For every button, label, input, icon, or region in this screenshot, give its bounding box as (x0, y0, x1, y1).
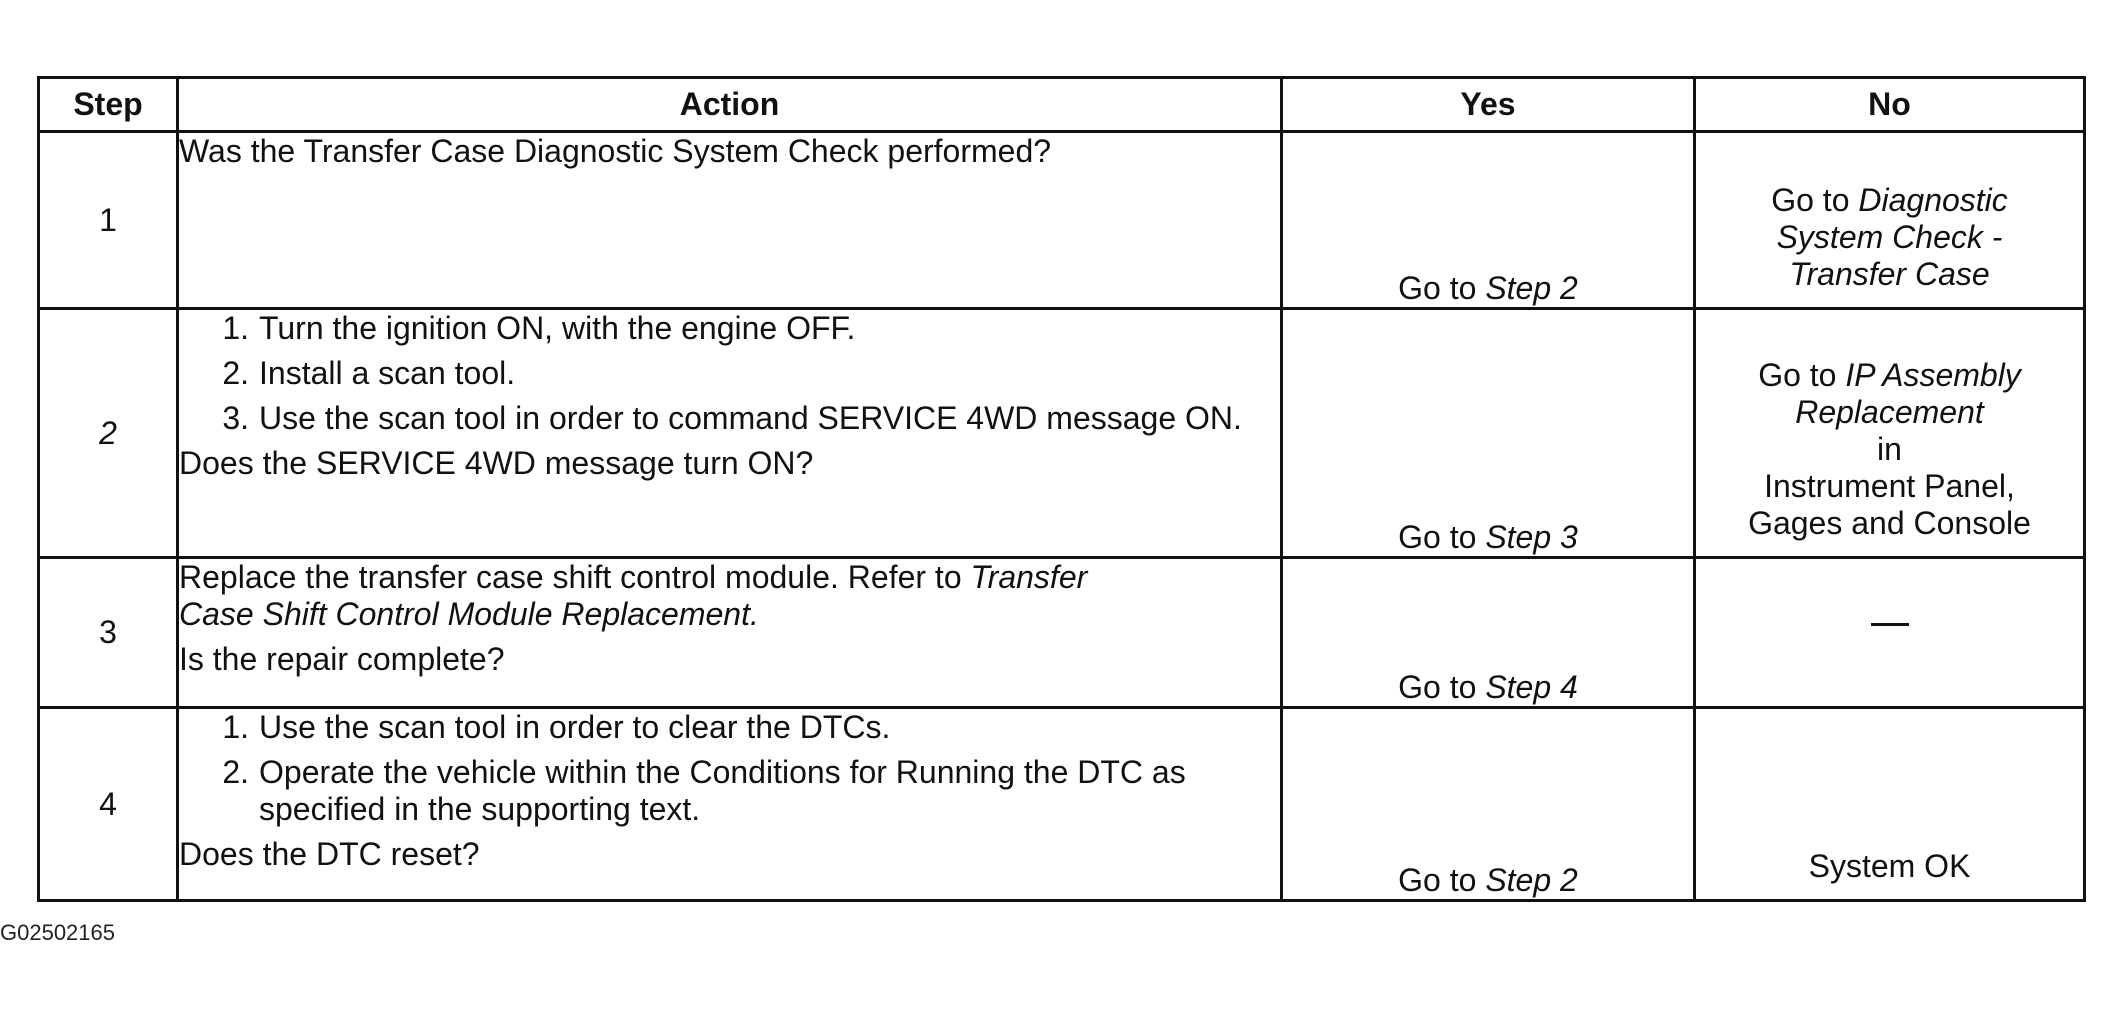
yes-cell (1282, 309, 1695, 558)
action-cell (178, 708, 1282, 901)
step-number: 2 (39, 309, 178, 558)
no-link-line[interactable]: System Check - (1776, 219, 2003, 255)
no-cell (1695, 132, 2085, 309)
action-steps-list (179, 310, 1280, 437)
no-cell (1695, 708, 2085, 901)
action-question: Does the DTC reset? (179, 836, 480, 872)
list-item-number: 1. (222, 310, 249, 346)
list-item (179, 400, 1280, 437)
list-item-text: Use the scan tool in order to clear the DTCs. (259, 709, 891, 745)
list-item-text: Use the scan tool in order to command SERVICE 4WD message ON. (259, 400, 1242, 436)
diagnostic-table (37, 76, 2086, 902)
no-link-line[interactable]: Transfer Case (1789, 256, 1990, 292)
step-number: 3 (39, 558, 178, 708)
table-row (39, 708, 2085, 901)
header-no: No (1695, 78, 2085, 132)
list-item (179, 754, 1280, 828)
action-reference-link[interactable]: Transfer (970, 559, 1088, 595)
action-question: Does the SERVICE 4WD message turn ON? (179, 445, 814, 481)
yes-step-link[interactable]: Step 2 (1485, 270, 1578, 306)
yes-step-link[interactable]: Step 2 (1485, 862, 1578, 898)
action-question: Was the Transfer Case Diagnostic System Check performed? (179, 133, 1052, 169)
yes-cell (1282, 558, 1695, 708)
no-cell (1695, 558, 2085, 708)
yes-cell (1282, 132, 1695, 309)
list-item-text: Install a scan tool. (259, 355, 516, 391)
no-prefix: Go to (1771, 182, 1859, 218)
no-prefix: Go to (1758, 357, 1846, 393)
list-item-text: Operate the vehicle within the Conditions for Running the DTC as specified in the supporting text. (259, 754, 1186, 827)
list-item (179, 709, 1280, 746)
no-link-line[interactable]: Replacement (1795, 394, 1984, 430)
yes-step-link[interactable]: Step 3 (1485, 519, 1578, 555)
step-number: 1 (39, 132, 178, 309)
action-instruction (179, 559, 1280, 633)
header-yes: Yes (1282, 78, 1695, 132)
action-reference-link[interactable]: Case Shift Control Module Replacement. (179, 596, 759, 632)
list-item-text: Turn the ignition ON, with the engine OFF. (259, 310, 856, 346)
action-cell (178, 132, 1282, 309)
header-row (39, 78, 2085, 132)
list-item (179, 355, 1280, 392)
table-row (39, 132, 2085, 309)
action-steps-list (179, 709, 1280, 828)
yes-prefix: Go to (1398, 270, 1486, 306)
yes-step-link[interactable]: Step 4 (1485, 669, 1578, 705)
list-item (179, 310, 1280, 347)
no-link-line[interactable]: Diagnostic (1858, 182, 2008, 218)
list-item-number: 2. (222, 355, 249, 391)
list-item-number: 1. (222, 709, 249, 745)
table-row (39, 309, 2085, 558)
list-item-number: 3. (222, 400, 249, 436)
header-step: Step (39, 78, 178, 132)
no-in-label: in (1877, 431, 1902, 467)
yes-prefix: Go to (1398, 669, 1486, 705)
action-text: Replace the transfer case shift control module. Refer to (179, 559, 971, 595)
header-action: Action (178, 78, 1282, 132)
no-manual-line: Instrument Panel, (1764, 468, 2015, 504)
no-link-line[interactable]: IP Assembly (1845, 357, 2021, 393)
figure-id: G02502165 (0, 920, 115, 945)
action-cell (178, 309, 1282, 558)
no-dash (1871, 623, 1909, 626)
no-result-text: System OK (1808, 848, 1971, 884)
action-question: Is the repair complete? (179, 641, 505, 677)
step-number: 4 (39, 708, 178, 901)
action-cell (178, 558, 1282, 708)
table-row (39, 558, 2085, 708)
yes-prefix: Go to (1398, 519, 1486, 555)
yes-cell (1282, 708, 1695, 901)
no-cell (1695, 309, 2085, 558)
no-manual-line: Gages and Console (1748, 505, 2031, 541)
list-item-number: 2. (222, 754, 249, 790)
yes-prefix: Go to (1398, 862, 1486, 898)
